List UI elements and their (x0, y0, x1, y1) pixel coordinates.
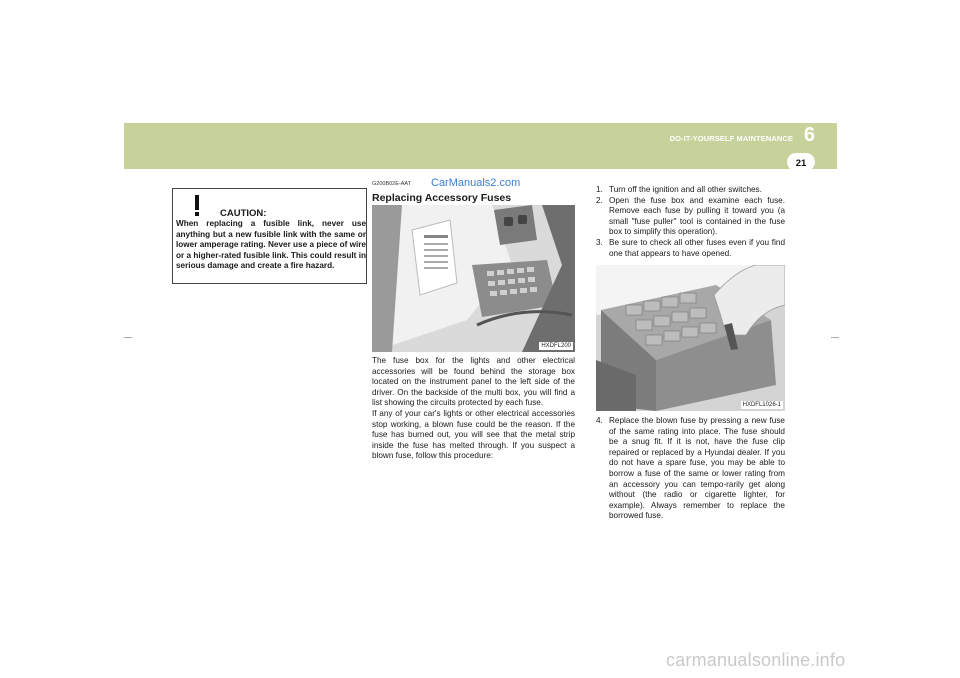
step-text: Turn off the ignition and all other switches. (609, 185, 762, 194)
exclamation-triangle-icon (181, 191, 213, 219)
procedure-steps-bottom (596, 416, 785, 522)
caution-box (172, 188, 367, 284)
fuse-box-location-photo (372, 205, 575, 352)
chapter-number: 6 (803, 124, 815, 146)
step-number: 1. (596, 185, 603, 194)
step-text: Replace the blown fuse by pressing a new fuse of the same rating into place. The fuse should be a snug fit. If it is not, have the fuse clip repaired or replaced by a Hyundai dealer. If you do not have a spare fuse, you may be able to borrow a fuse of the same or lower rating from an accessory you can tempo-rarily get along without (the radio or cigarette lighter, for example). Always remember to replace the borrowed fuse. (609, 416, 785, 521)
watermark-link[interactable]: CarManuals2.com (431, 177, 521, 189)
crop-mark-right (831, 337, 839, 338)
page-number-tab (787, 153, 815, 171)
photo-code-2: HXDFL1026-1 (742, 402, 781, 408)
procedure-step (596, 185, 785, 196)
procedure-step (596, 196, 785, 238)
step-number: 3. (596, 237, 603, 247)
step-number: 2. (596, 195, 603, 205)
body-paragraph: The fuse box for the lights and other electrical accessories will be found behind the storage box located on the instrument panel to the left side of the driver. On the backside of the multi box, you will find a list showing the circuits protected by each fuse. (372, 356, 575, 408)
body-paragraph: If any of your car's lights or other electrical accessories stop working, a blown fuse could be the reason. If the fuse has burned out, you will see that the metal strip inside the fuse has melted through. If you suspect a blown fuse, follow this procedure: (372, 408, 575, 461)
procedure-steps-top (596, 185, 785, 259)
chapter-title: DO-IT-YOURSELF MAINTENANCE (669, 134, 793, 143)
caution-text: When replacing a fusible link, never use anything but a new fusible link with the same or lower amperage rating. Never use a piece of wire or a higher-rated fusible link. This could result in serious damage and create a fire hazard. (176, 219, 366, 270)
footer-url[interactable]: carmanualsonline.info (666, 650, 846, 670)
page-number: 21 (795, 158, 807, 169)
step-text: Be sure to check all other fuses even if you find one that appears to have opened. (609, 237, 785, 258)
procedure-step (596, 416, 785, 522)
fuse-box-illustration (596, 265, 785, 411)
procedure-step (596, 238, 785, 259)
section-code: G200B02E-AAT (372, 181, 412, 187)
section-title: Replacing Accessory Fuses (372, 192, 512, 204)
photo-code-1: HXDFL200 (541, 343, 571, 349)
fuse-replacement-photo (596, 265, 785, 411)
step-number: 4. (596, 416, 603, 425)
section-body (372, 356, 575, 462)
crop-mark-left (124, 337, 132, 338)
caution-title: CAUTION: (220, 208, 267, 219)
step-text: Open the fuse box and examine each fuse. Remove each fuse by pulling it toward you (a small "fuse puller" tool is contained in the fuse box to simplify this operation). (609, 195, 785, 237)
chapter-header-band (124, 123, 837, 169)
dashboard-illustration (372, 205, 575, 352)
